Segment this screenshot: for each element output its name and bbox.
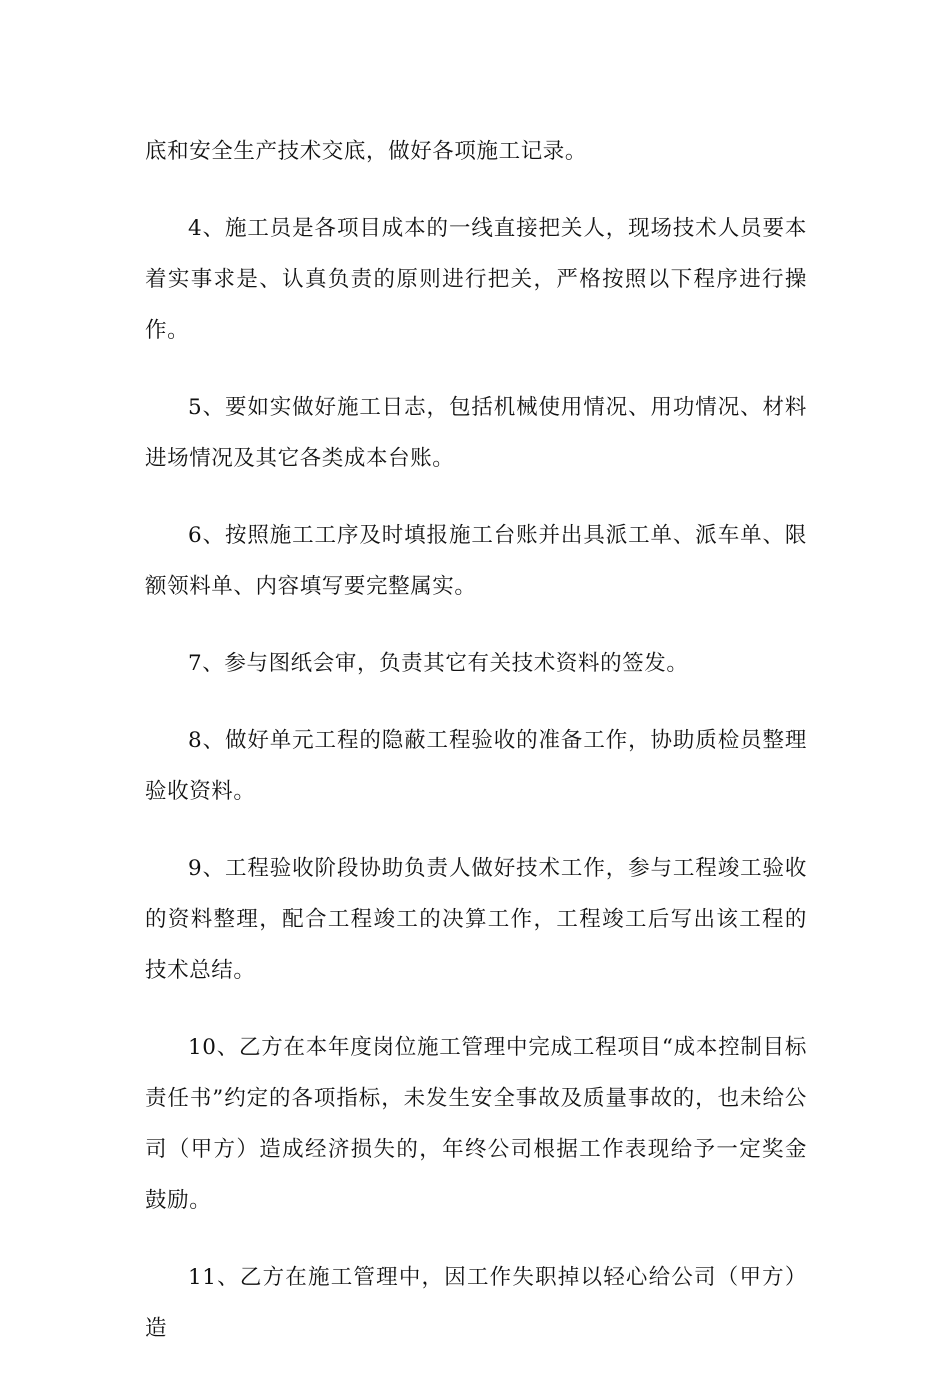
- paragraph-continuation: 底和安全生产技术交底，做好各项施工记录。: [145, 139, 588, 164]
- paragraph-item-7: 7、参与图纸会审，负责其它有关技术资料的签发。: [188, 651, 689, 676]
- paragraph-item-10: 10、乙方在本年度岗位施工管理中完成工程项目“成本控制目标责任书”约定的各项指标，未发生安全事故及质量事故的，也未给公司（甲方）造成经济损失的，年终公司根据工作表现给予一定奖金鼓励。: [145, 1035, 807, 1213]
- paragraph-item-11: 11、乙方在施工管理中，因工作失职掉以轻心给公司（甲方）造: [145, 1265, 807, 1341]
- paragraph-item-5: 5、要如实做好施工日志，包括机械使用情况、用功情况、材料进场情况及其它各类成本台账。: [145, 395, 807, 471]
- paragraph-item-4: 4、施工员是各项目成本的一线直接把关人，现场技术人员要本着实事求是、认真负责的原则进行把关，严格按照以下程序进行操作。: [145, 216, 807, 343]
- paragraph-item-9: 9、工程验收阶段协助负责人做好技术工作，参与工程竣工验收的资料整理，配合工程竣工的决算工作，工程竣工后写出该工程的技术总结。: [145, 856, 807, 983]
- paragraph-item-6: 6、按照施工工序及时填报施工台账并出具派工单、派车单、限额领料单、内容填写要完整属实。: [145, 523, 807, 599]
- document-page: [145, 126, 807, 1380]
- paragraph-item-8: 8、做好单元工程的隐蔽工程验收的准备工作，协助质检员整理验收资料。: [145, 728, 807, 804]
